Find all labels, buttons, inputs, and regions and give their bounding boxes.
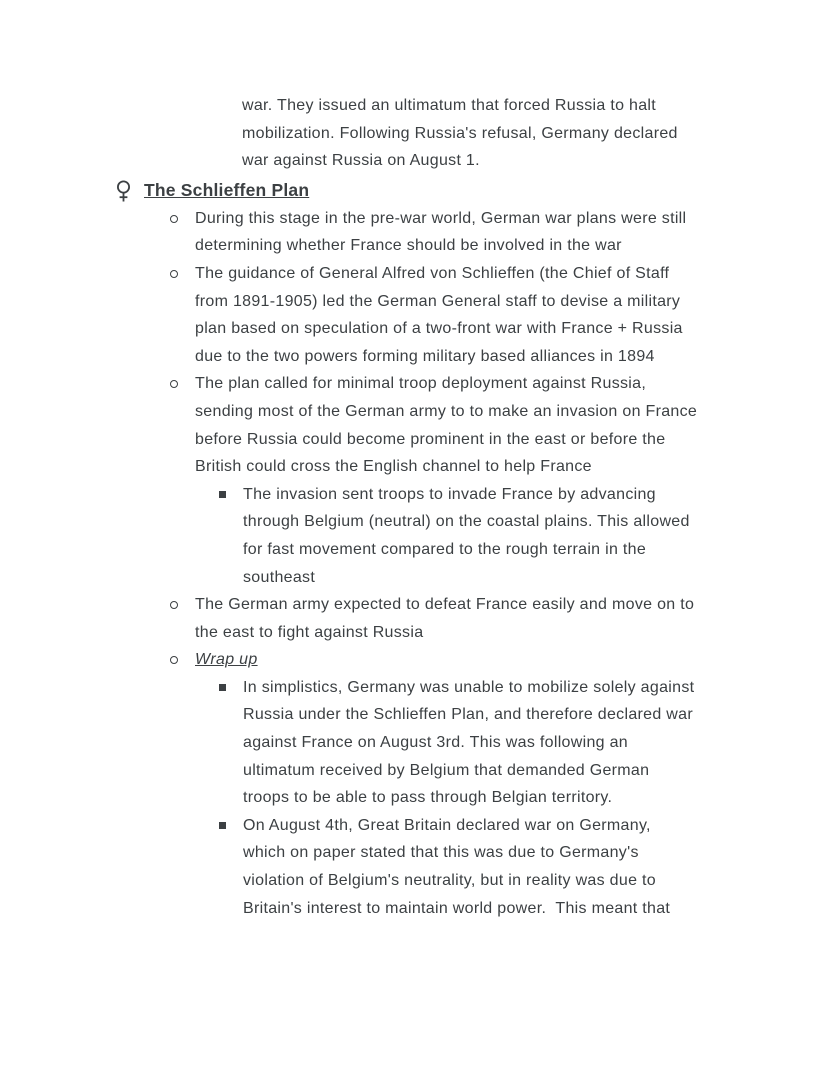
- text-line: The invasion sent troops to invade France by advancing: [243, 485, 656, 503]
- text-line: from 1891-1905) led the German General staff to devise a military: [195, 292, 681, 310]
- circle-bullet-icon: [170, 656, 178, 664]
- continuation-paragraph: [242, 92, 828, 175]
- bullet-item: [195, 260, 828, 370]
- text-line: Russia under the Schlieffen Plan, and therefore declared war: [243, 706, 693, 724]
- text-line: before Russia could become prominent in the east or before the: [195, 430, 666, 448]
- square-bullet-icon: [219, 822, 226, 829]
- text-line: British could cross the English channel to help France: [195, 458, 592, 476]
- text-line: Wrap up: [195, 651, 258, 669]
- text-line: war. They issued an ultimatum that forced Russia to halt: [242, 97, 657, 114]
- section-heading: [144, 175, 828, 205]
- square-bullet-icon: [219, 491, 226, 498]
- female-sign-bullet-icon: [116, 180, 131, 213]
- text-line: determining whether France should be involved in the war: [195, 237, 622, 255]
- text-line: Britain's interest to maintain world power. This meant that: [243, 899, 671, 917]
- circle-bullet-icon: [170, 270, 178, 278]
- text-line: violation of Belgium's neutrality, but in reality was due to: [243, 872, 656, 890]
- bullet-item: [195, 205, 828, 260]
- square-bullet-icon: [219, 684, 226, 691]
- text-line: The German army expected to defeat France easily and move on to: [195, 596, 695, 614]
- text-line: plan based on speculation of a two-front war with France + Russia: [195, 320, 683, 338]
- sub-bullet-item: [243, 481, 828, 591]
- text-line: mobilization. Following Russia's refusal, Germany declared: [242, 124, 678, 142]
- sub-bullet-item: [243, 674, 828, 812]
- text-line: On August 4th, Great Britain declared war on Germany,: [243, 816, 651, 834]
- bullet-item: [195, 370, 828, 480]
- text-line: In simplistics, Germany was unable to mobilize solely against: [243, 678, 695, 696]
- text-line: sending most of the German army to to make an invasion on France: [195, 402, 698, 420]
- circle-bullet-icon: [170, 601, 178, 609]
- text-line: through Belgium (neutral) on the coastal plains. This allowed: [243, 513, 690, 531]
- text-line: due to the two powers forming military based alliances in 1894: [195, 347, 655, 365]
- bullet-item: [195, 591, 828, 646]
- sub-bullet-item: [243, 812, 828, 922]
- text-line: against France on August 3rd. This was following an: [243, 734, 628, 752]
- text-line: southeast: [243, 568, 316, 586]
- text-line: war against Russia on August 1.: [242, 152, 480, 170]
- circle-bullet-icon: [170, 380, 178, 388]
- text-line: for fast movement compared to the rough terrain in the: [243, 540, 647, 558]
- text-line: ultimatum received by Belgium that demanded German: [243, 761, 650, 779]
- text-line: The plan called for minimal troop deployment against Russia,: [195, 375, 647, 393]
- text-line: During this stage in the pre-war world, German war plans were still: [195, 209, 687, 227]
- section-heading-text: The Schlieffen Plan: [144, 179, 310, 200]
- text-line: troops to be able to pass through Belgian territory.: [243, 789, 613, 807]
- text-line: the east to fight against Russia: [195, 623, 424, 641]
- text-line: which on paper stated that this was due to Germany's: [243, 844, 639, 862]
- bullet-item-wrap-up: [195, 646, 828, 674]
- circle-bullet-icon: [170, 215, 178, 223]
- text-line: The guidance of General Alfred von Schlieffen (the Chief of Staff: [195, 264, 670, 282]
